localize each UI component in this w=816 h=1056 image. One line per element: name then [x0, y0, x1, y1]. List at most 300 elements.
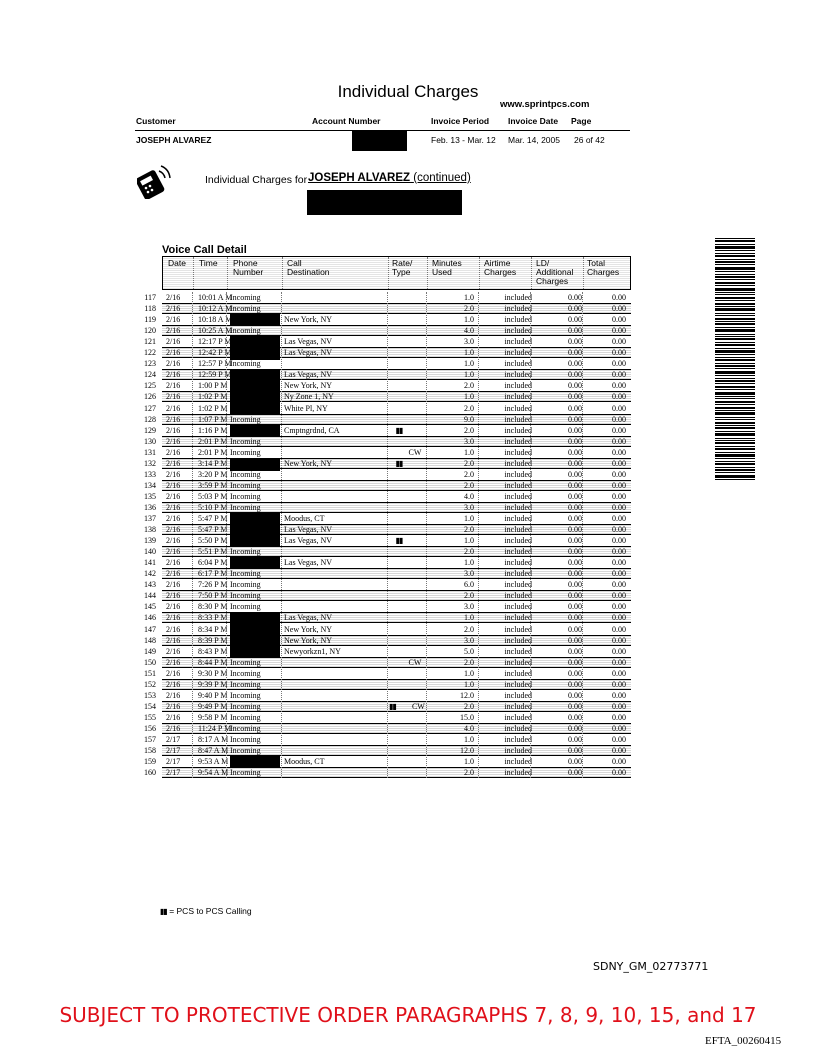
invoice-period: Feb. 13 - Mar. 12	[431, 135, 496, 145]
cell-airtime-charges: included	[504, 502, 532, 512]
cell-ld-charges: 0.00	[568, 701, 582, 711]
row-number: 132	[144, 458, 156, 468]
cell-date: 2/16	[166, 502, 181, 512]
cell-date: 2/16	[166, 304, 181, 314]
cell-minutes-used: 3.0	[464, 436, 474, 446]
cell-rate-type	[392, 535, 426, 546]
row-number: 127	[144, 403, 156, 413]
redacted-phone-number	[230, 623, 280, 636]
cell-airtime-charges: included	[504, 381, 532, 391]
cell-minutes-used: 2.0	[464, 525, 474, 535]
cell-ld-charges: 0.00	[568, 646, 582, 656]
row-number: 160	[144, 768, 156, 778]
row-number: 154	[144, 701, 156, 711]
cell-time: 1:00 P M	[198, 381, 228, 391]
table-row	[144, 657, 631, 668]
table-row	[144, 590, 631, 601]
cell-total-charges: 0.00	[612, 392, 626, 402]
table-row	[144, 712, 631, 723]
cell-airtime-charges: included	[504, 425, 532, 435]
cell-time: 5:50 P M	[198, 536, 228, 546]
cell-minutes-used: 2.0	[464, 547, 474, 557]
cell-total-charges: 0.00	[612, 458, 626, 468]
table-row	[144, 756, 631, 767]
col-date: Date	[168, 258, 186, 268]
cell-call-destination: Newyorkzn1, NY	[284, 646, 341, 656]
cell-total-charges: 0.00	[612, 337, 626, 347]
cell-ld-charges: 0.00	[568, 304, 582, 314]
cell-time: 12:57 P M	[198, 359, 232, 369]
cell-minutes-used: 12.0	[460, 746, 474, 756]
cell-total-charges: 0.00	[612, 723, 626, 733]
cell-minutes-used: 2.0	[464, 591, 474, 601]
cell-phone-number: Incoming	[230, 436, 261, 446]
cell-total-charges: 0.00	[612, 757, 626, 767]
customer-name: JOSEPH ALVAREZ	[136, 135, 212, 145]
cell-time: 5:10 P M	[198, 502, 228, 512]
cell-date: 2/17	[166, 757, 181, 767]
cell-time: 12:59 P M	[198, 370, 232, 380]
cell-minutes-used: 1.0	[464, 514, 474, 523]
cell-phone-number: Incoming	[230, 414, 261, 424]
pcs-to-pcs-icon: ▮▮	[160, 907, 167, 916]
row-number: 155	[144, 712, 156, 722]
cell-ld-charges: 0.00	[568, 757, 582, 767]
row-number: 157	[144, 735, 156, 744]
cell-call-destination: Ny Zone 1, NY	[284, 392, 334, 402]
cell-minutes-used: 2.0	[464, 403, 474, 413]
cell-time: 8:39 P M	[198, 635, 228, 645]
cell-total-charges: 0.00	[612, 635, 626, 645]
page-number: 26 of 42	[574, 135, 605, 145]
cell-time: 1:16 P M	[198, 425, 228, 435]
row-number: 139	[144, 536, 156, 546]
cell-airtime-charges: included	[504, 757, 532, 767]
cell-total-charges: 0.00	[612, 425, 626, 435]
cell-airtime-charges: included	[504, 735, 532, 744]
redacted-phone-number	[230, 512, 280, 525]
row-number: 142	[144, 569, 156, 579]
cell-time: 8:44 P M	[198, 657, 228, 667]
cell-airtime-charges: included	[504, 315, 532, 325]
cell-airtime-charges: included	[504, 458, 532, 468]
cell-date: 2/16	[166, 547, 181, 557]
cell-date: 2/16	[166, 447, 181, 457]
cell-time: 8:33 P M	[198, 613, 228, 623]
invoice-date: Mar. 14, 2005	[508, 135, 560, 145]
cell-total-charges: 0.00	[612, 502, 626, 512]
row-number: 128	[144, 414, 156, 424]
col-sep	[531, 257, 532, 289]
cell-date: 2/16	[166, 425, 181, 435]
cell-minutes-used: 3.0	[464, 635, 474, 645]
col-phone-number: Phone Number	[233, 258, 264, 277]
cell-date: 2/16	[166, 580, 181, 590]
cell-date: 2/17	[166, 746, 181, 756]
cell-ld-charges: 0.00	[568, 403, 582, 413]
cell-call-destination: White Pl, NY	[284, 403, 328, 413]
row-number: 136	[144, 502, 156, 512]
cell-ld-charges: 0.00	[568, 624, 582, 634]
cell-ld-charges: 0.00	[568, 558, 582, 568]
row-number: 152	[144, 679, 156, 689]
row-number: 119	[144, 315, 156, 325]
table-row	[144, 469, 631, 480]
table-row	[144, 314, 631, 325]
cell-minutes-used: 2.0	[464, 624, 474, 634]
redacted-phone-number	[230, 335, 280, 348]
cell-airtime-charges: included	[504, 712, 532, 722]
cell-total-charges: 0.00	[612, 624, 626, 634]
table-row	[144, 601, 631, 612]
cell-time: 7:50 P M	[198, 591, 228, 601]
cell-ld-charges: 0.00	[568, 591, 582, 601]
cell-time: 12:17 P M	[198, 337, 232, 347]
cell-total-charges: 0.00	[612, 536, 626, 546]
cell-date: 2/16	[166, 536, 181, 546]
cell-date: 2/16	[166, 591, 181, 601]
table-row	[144, 690, 631, 701]
cell-airtime-charges: included	[504, 525, 532, 535]
cell-minutes-used: 1.0	[464, 447, 474, 457]
row-number: 126	[144, 392, 156, 402]
col-sep	[226, 292, 227, 778]
cell-total-charges: 0.00	[612, 668, 626, 678]
cell-airtime-charges: included	[504, 304, 532, 314]
cell-ld-charges: 0.00	[568, 657, 582, 667]
row-number: 124	[144, 370, 156, 380]
individual-charges-label: Individual Charges for	[205, 174, 308, 186]
cell-time: 5:51 P M	[198, 547, 228, 557]
redacted-phone-number	[230, 402, 280, 415]
table-row	[144, 336, 631, 347]
cell-call-destination: Las Vegas, NV	[284, 536, 333, 546]
cell-date: 2/16	[166, 337, 181, 347]
cell-ld-charges: 0.00	[568, 635, 582, 645]
cell-time: 5:47 P M	[198, 514, 228, 523]
redacted-account-number	[352, 131, 407, 151]
cell-total-charges: 0.00	[612, 569, 626, 579]
cell-time: 1:07 P M	[198, 414, 228, 424]
pcs-to-pcs-icon: ▮▮	[389, 701, 396, 711]
row-number: 134	[144, 480, 156, 490]
cell-phone-number: Incoming	[230, 768, 261, 778]
call-waiting-code: CW	[411, 701, 425, 711]
label-invoice-date: Invoice Date	[508, 116, 559, 126]
phone-icon	[137, 163, 171, 199]
cell-ld-charges: 0.00	[568, 690, 582, 700]
col-sep	[478, 292, 479, 778]
cell-time: 8:43 P M	[198, 646, 228, 656]
table-row	[144, 557, 631, 568]
cell-minutes-used: 1.0	[464, 370, 474, 380]
cell-total-charges: 0.00	[612, 359, 626, 369]
cell-ld-charges: 0.00	[568, 569, 582, 579]
col-sep	[227, 257, 228, 289]
cell-minutes-used: 2.0	[464, 768, 474, 778]
cell-minutes-used: 1.0	[464, 359, 474, 369]
cell-minutes-used: 1.0	[464, 735, 474, 744]
cell-minutes-used: 1.0	[464, 613, 474, 623]
cell-total-charges: 0.00	[612, 315, 626, 325]
cell-airtime-charges: included	[504, 613, 532, 623]
cell-ld-charges: 0.00	[568, 502, 582, 512]
cell-date: 2/17	[166, 768, 181, 778]
cell-date: 2/16	[166, 646, 181, 656]
cell-ld-charges: 0.00	[568, 723, 582, 733]
cell-total-charges: 0.00	[612, 403, 626, 413]
table-row	[144, 403, 631, 414]
cell-call-destination: Cmptngrdnd, CA	[284, 425, 340, 435]
redacted-phone-number	[230, 755, 280, 768]
row-number: 135	[144, 491, 156, 501]
cell-airtime-charges: included	[504, 359, 532, 369]
label-invoice-period: Invoice Period	[431, 116, 490, 126]
cell-ld-charges: 0.00	[568, 547, 582, 557]
row-number: 158	[144, 746, 156, 756]
redacted-phone-number	[230, 313, 280, 326]
cell-airtime-charges: included	[504, 569, 532, 579]
call-waiting-code: CW	[408, 657, 422, 667]
cell-ld-charges: 0.00	[568, 536, 582, 546]
table-row	[144, 436, 631, 447]
cell-ld-charges: 0.00	[568, 414, 582, 424]
cell-phone-number: Incoming	[230, 602, 261, 612]
cell-minutes-used: 2.0	[464, 458, 474, 468]
col-sep	[479, 257, 480, 289]
cell-minutes-used: 1.0	[464, 315, 474, 325]
cell-time: 9:53 A M	[198, 757, 229, 767]
cell-minutes-used: 2.0	[464, 304, 474, 314]
table-row	[144, 513, 631, 524]
cell-total-charges: 0.00	[612, 646, 626, 656]
cell-date: 2/16	[166, 613, 181, 623]
cell-total-charges: 0.00	[612, 746, 626, 756]
row-number: 138	[144, 525, 156, 535]
cell-time: 5:03 P M	[198, 491, 228, 501]
efta-number: EFTA_00260415	[705, 1035, 782, 1047]
row-number: 121	[144, 337, 156, 347]
cell-time: 2:01 P M	[198, 436, 228, 446]
redacted-phone-number	[230, 645, 280, 658]
table-row	[144, 380, 631, 391]
cell-date: 2/16	[166, 381, 181, 391]
cell-minutes-used: 9.0	[464, 414, 474, 424]
cell-date: 2/16	[166, 602, 181, 612]
cell-ld-charges: 0.00	[568, 746, 582, 756]
table-row	[144, 679, 631, 690]
pcs-to-pcs-icon: ▮▮	[395, 425, 403, 435]
cell-minutes-used: 3.0	[464, 337, 474, 347]
cell-ld-charges: 0.00	[568, 392, 582, 402]
cell-ld-charges: 0.00	[568, 436, 582, 446]
cell-airtime-charges: included	[504, 326, 532, 336]
cell-minutes-used: 15.0	[460, 712, 474, 722]
cell-ld-charges: 0.00	[568, 348, 582, 358]
cell-minutes-used: 3.0	[464, 569, 474, 579]
cell-ld-charges: 0.00	[568, 668, 582, 678]
cell-minutes-used: 1.0	[464, 536, 474, 546]
cell-time: 7:26 P M	[198, 580, 228, 590]
table-row	[144, 535, 631, 546]
cell-minutes-used: 4.0	[464, 326, 474, 336]
cell-ld-charges: 0.00	[568, 602, 582, 612]
cell-time: 3:14 P M	[198, 458, 228, 468]
col-total-charges: Total Charges	[587, 258, 620, 277]
cell-total-charges: 0.00	[612, 326, 626, 336]
cell-date: 2/16	[166, 569, 181, 579]
cell-call-destination: New York, NY	[284, 624, 333, 634]
cell-airtime-charges: included	[504, 668, 532, 678]
label-account-number: Account Number	[312, 116, 381, 126]
cell-minutes-used: 1.0	[464, 558, 474, 568]
table-row	[144, 646, 631, 657]
cell-time: 3:59 P M	[198, 480, 228, 490]
page-title: Individual Charges	[337, 82, 479, 101]
cell-airtime-charges: included	[504, 392, 532, 402]
cell-airtime-charges: included	[504, 403, 532, 413]
cell-ld-charges: 0.00	[568, 712, 582, 722]
cell-call-destination: Moodus, CT	[284, 757, 325, 767]
cell-date: 2/16	[166, 359, 181, 369]
cell-ld-charges: 0.00	[568, 525, 582, 535]
protective-order-notice: SUBJECT TO PROTECTIVE ORDER PARAGRAPHS 7, 8, 9, 10, 15, and 17	[59, 1003, 757, 1027]
cell-total-charges: 0.00	[612, 547, 626, 557]
table-row	[144, 458, 631, 469]
cell-time: 8:30 P M	[198, 602, 228, 612]
cell-phone-number: Incoming	[230, 547, 261, 557]
cell-ld-charges: 0.00	[568, 735, 582, 744]
table-row	[144, 668, 631, 679]
cell-rate-type	[392, 459, 426, 468]
cell-time: 9:49 P M	[198, 701, 228, 711]
cell-date: 2/16	[166, 558, 181, 568]
table-row	[144, 701, 631, 712]
cell-rate-type	[392, 425, 426, 436]
cell-minutes-used: 2.0	[464, 701, 474, 711]
cell-airtime-charges: included	[504, 679, 532, 689]
cell-airtime-charges: included	[504, 536, 532, 546]
cell-airtime-charges: included	[504, 414, 532, 424]
cell-total-charges: 0.00	[612, 679, 626, 689]
row-number: 149	[144, 646, 156, 656]
cell-airtime-charges: included	[504, 337, 532, 347]
redacted-phone-number	[230, 424, 280, 437]
redacted-phone-number	[230, 556, 280, 569]
col-airtime-charges: Airtime Charges	[484, 258, 517, 277]
cell-minutes-used: 1.0	[464, 668, 474, 678]
cell-airtime-charges: included	[504, 348, 532, 358]
row-number: 153	[144, 690, 156, 700]
redacted-phone-number	[230, 379, 280, 392]
cell-total-charges: 0.00	[612, 370, 626, 380]
cell-rate-type	[392, 447, 426, 458]
label-customer: Customer	[136, 116, 176, 126]
row-number: 140	[144, 547, 156, 557]
cell-date: 2/16	[166, 668, 181, 678]
cell-minutes-used: 1.0	[464, 348, 474, 358]
cell-call-destination: New York, NY	[284, 635, 333, 645]
cell-call-destination: Las Vegas, NV	[284, 337, 333, 347]
cell-airtime-charges: included	[504, 436, 532, 446]
row-number: 156	[144, 723, 156, 733]
cell-airtime-charges: included	[504, 370, 532, 380]
cell-call-destination: Las Vegas, NV	[284, 525, 333, 535]
col-ld-additional-charges: LD/ Additional Charges	[536, 258, 574, 286]
cell-phone-number: Incoming	[230, 712, 261, 722]
col-sep	[582, 292, 583, 778]
col-time: Time	[199, 258, 218, 268]
cell-time: 9:58 P M	[198, 712, 228, 722]
col-sep	[282, 257, 283, 289]
cell-airtime-charges: included	[504, 602, 532, 612]
cell-date: 2/16	[166, 293, 181, 302]
cell-call-destination: Las Vegas, NV	[284, 613, 333, 623]
cell-time: 1:02 P M	[198, 392, 228, 402]
cell-ld-charges: 0.00	[568, 293, 582, 302]
col-sep	[388, 257, 389, 289]
cell-phone-number: Incoming	[230, 502, 261, 512]
pcs-to-pcs-icon: ▮▮	[395, 536, 403, 546]
cell-total-charges: 0.00	[612, 657, 626, 667]
continued-label: (continued)	[413, 172, 471, 184]
cell-date: 2/16	[166, 624, 181, 634]
row-number: 151	[144, 668, 156, 678]
cell-airtime-charges: included	[504, 723, 532, 733]
col-rate-type: Rate/ Type	[392, 258, 413, 277]
cell-airtime-charges: included	[504, 480, 532, 490]
cell-phone-number: Incoming	[230, 690, 261, 700]
cell-time: 9:30 P M	[198, 668, 228, 678]
cell-minutes-used: 1.0	[464, 679, 474, 689]
barcode-icon	[715, 238, 755, 482]
cell-date: 2/16	[166, 414, 181, 424]
col-call-destination: Call Destination	[287, 258, 330, 277]
table-row	[144, 568, 631, 579]
cell-minutes-used: 2.0	[464, 657, 474, 667]
cell-time: 8:34 P M	[198, 624, 228, 634]
cell-minutes-used: 3.0	[464, 602, 474, 612]
cell-rate-type	[392, 658, 426, 667]
cell-ld-charges: 0.00	[568, 315, 582, 325]
cell-date: 2/16	[166, 392, 181, 402]
row-number: 131	[144, 447, 156, 457]
cell-ld-charges: 0.00	[568, 447, 582, 457]
cell-ld-charges: 0.00	[568, 480, 582, 490]
individual-name: JOSEPH ALVAREZ	[308, 172, 411, 184]
col-sep	[426, 292, 427, 778]
cell-phone-number: Incoming	[230, 679, 261, 689]
cell-airtime-charges: included	[504, 293, 532, 302]
row-number: 150	[144, 657, 156, 667]
cell-ld-charges: 0.00	[568, 679, 582, 689]
redacted-phone-number	[230, 534, 280, 547]
cell-phone-number: Incoming	[230, 469, 261, 479]
cell-total-charges: 0.00	[612, 602, 626, 612]
table-row	[144, 624, 631, 635]
column-headers	[162, 256, 631, 290]
cell-phone-number: Incoming	[230, 591, 261, 601]
cell-airtime-charges: included	[504, 646, 532, 656]
cell-ld-charges: 0.00	[568, 469, 582, 479]
cell-time: 1:02 P M	[198, 403, 228, 413]
cell-phone-number: Incoming	[230, 735, 261, 744]
row-number: 122	[144, 348, 156, 358]
cell-airtime-charges: included	[504, 447, 532, 457]
cell-time: 6:17 P M	[198, 569, 228, 579]
table-row	[144, 480, 631, 491]
cell-minutes-used: 1.0	[464, 293, 474, 302]
